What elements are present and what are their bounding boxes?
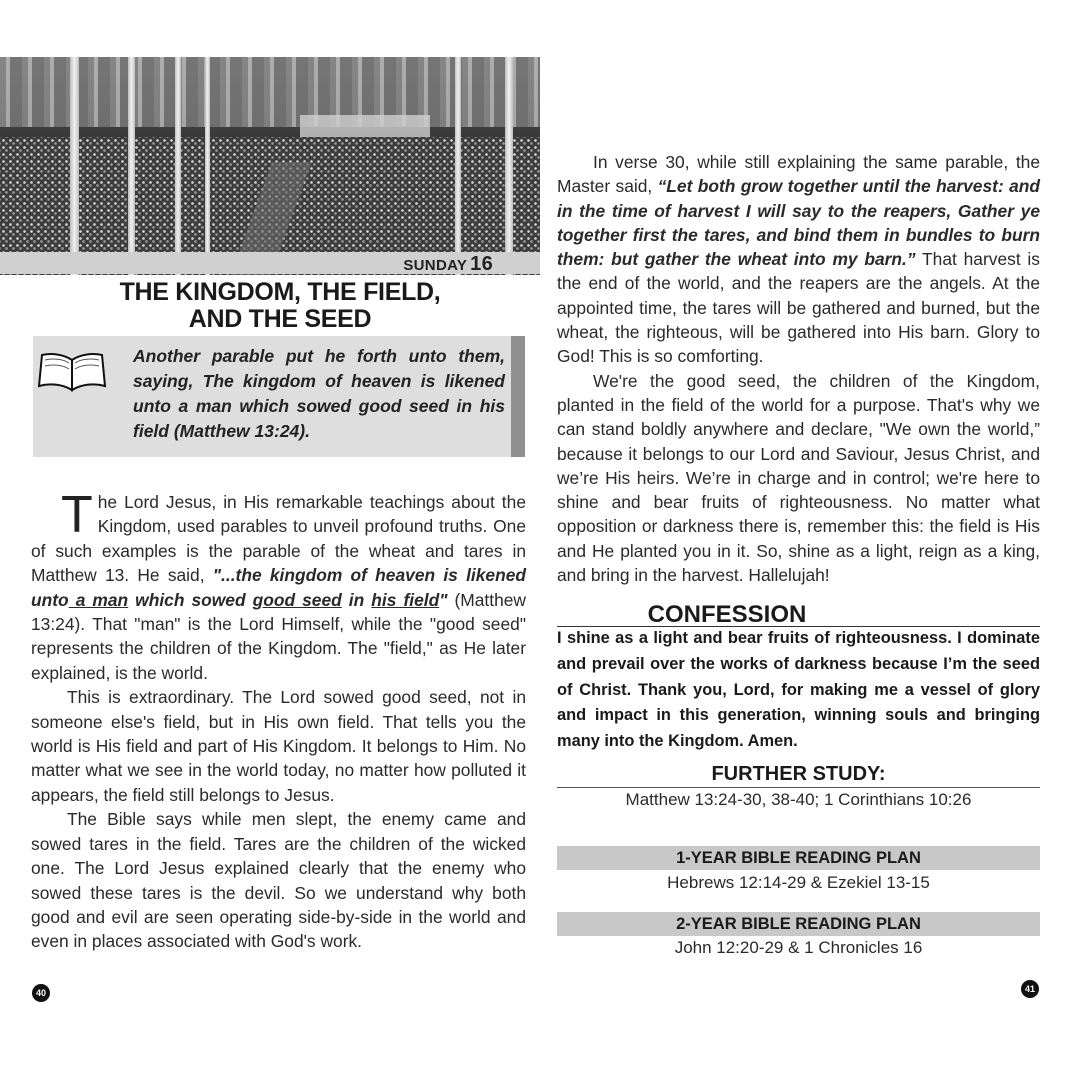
- quote-run: ": [439, 589, 448, 610]
- confession-text: I shine as a light and bear fruits of righteousness. I dominate and prevail over the works of darkness because I’m the seed of Christ. Thank you, Lord, for making me a vessel of glory and impact in this generation, winning souls and bringing many into the Kingdom. Amen.: [557, 629, 1040, 751]
- title-line-1: THE KINGDOM, THE FIELD,: [119, 278, 441, 306]
- text-run: In verse 30, while still explaining the same parable, the Master said,: [557, 152, 1040, 197]
- page-number-left: 40: [32, 984, 50, 1002]
- photo-pillar: [455, 57, 461, 275]
- devotional-title: [40, 279, 520, 333]
- header-photo-congregation: [0, 57, 540, 275]
- paragraph: [31, 486, 527, 685]
- quote-run: "...the kingdom of heaven is likened unto: [31, 565, 527, 610]
- confession-heading: CONFESSION: [647, 601, 807, 628]
- photo-pillar: [175, 57, 181, 275]
- quote-underlined: good seed: [252, 589, 342, 610]
- plan-1-heading: 1-YEAR BIBLE READING PLAN: [557, 846, 1040, 870]
- left-body: [31, 486, 527, 954]
- quote-run: “Let both grow together until the harvest: and in the time of harvest I will say to the reapers, Gather ye together first the tares, and bind them in bundles to burn them: but gather the wheat into my barn.”: [557, 176, 1041, 270]
- quote-underlined: a man: [68, 589, 129, 610]
- right-body: [557, 150, 1040, 587]
- further-study-heading: FURTHER STUDY:: [711, 763, 886, 785]
- paragraph: This is extraordinary. The Lord sowed good seed, not in someone else's field, but in His own field. That tells you the world is His field and part of His Kingdom. It belongs to Him. No matter what we see in the world today, no matter how polluted it appears, the field still belongs to Jesus.: [31, 687, 526, 805]
- day-number: 16: [470, 253, 493, 275]
- photo-pillar: [128, 57, 135, 275]
- scripture-box: [33, 336, 525, 457]
- paragraph: We're the good seed, the children of the Kingdom, planted in the field of the world for a purpose. That's why we can stand boldly anywhere and declare, "We own the world,” because it belongs to our Lord and Saviour, Jesus Christ, and we’re His heirs. We’re in charge and in control; we're here to shine and bear fruits of righteousness. No matter what opposition or darkness there is, remember this: the field is His and He planted you in it. So, shine as a light, reign as a king, and bring in the harvest. Hallelujah!: [557, 370, 1040, 586]
- photo-pillar: [505, 57, 513, 275]
- plan-2-heading: 2-YEAR BIBLE READING PLAN: [557, 912, 1040, 936]
- quote-underlined: his field: [371, 589, 440, 610]
- page-number-right: 41: [1021, 980, 1039, 998]
- photo-pillar: [205, 57, 210, 275]
- day-label: [403, 253, 493, 276]
- text-run: That harvest is the end of the world, and the reapers are the angels. At the appointed time, the tares will be gathered and burned, but the wheat, the righteous, will be gathered into His barn. Glory to God! This is so comforting.: [557, 249, 1040, 367]
- paragraph: [557, 150, 1040, 369]
- text-run: he Lord Jesus, in His remarkable teachings about the Kingdom, used parables to unveil profound truths. One of such examples is the parable of the wheat and tares in Matthew 13. He said,: [31, 492, 526, 586]
- plan-1-text: Hebrews 12:14-29 & Ezekiel 13-15: [667, 873, 930, 892]
- text-run: (Matthew 13:24). That "man" is the Lord Himself, while the "good seed" represents the children of the Kingdom. The "field," as He later explained, is the world.: [31, 589, 526, 683]
- quote-run: in: [341, 589, 372, 610]
- drop-cap: T: [61, 486, 93, 544]
- further-study-text: Matthew 13:24-30, 38-40; 1 Corinthians 10:26: [625, 790, 972, 809]
- scripture-text: Another parable put he forth unto them, saying, The kingdom of heaven is likened unto a man which sowed good seed in his field (Matthew 13:24).: [133, 346, 505, 441]
- day-band: [0, 252, 540, 274]
- title-line-2: AND THE SEED: [188, 305, 372, 333]
- plan-2-text: John 12:20-29 & 1 Chronicles 16: [674, 938, 923, 957]
- open-bible-icon: [37, 346, 107, 394]
- paragraph: The Bible says while men slept, the enemy came and sowed tares in the field. Tares are the children of the wicked one. The Lord Jesus explained clearly that the enemy who sowed these tares is the devil. So we understand why both good and evil are seen operating side-by-side in the world and even in places associated with God's work.: [31, 809, 526, 952]
- photo-pillar: [70, 57, 79, 275]
- further-study-divider: [557, 787, 1040, 788]
- day-name: SUNDAY: [403, 257, 468, 274]
- quote-run: which sowed: [128, 589, 253, 610]
